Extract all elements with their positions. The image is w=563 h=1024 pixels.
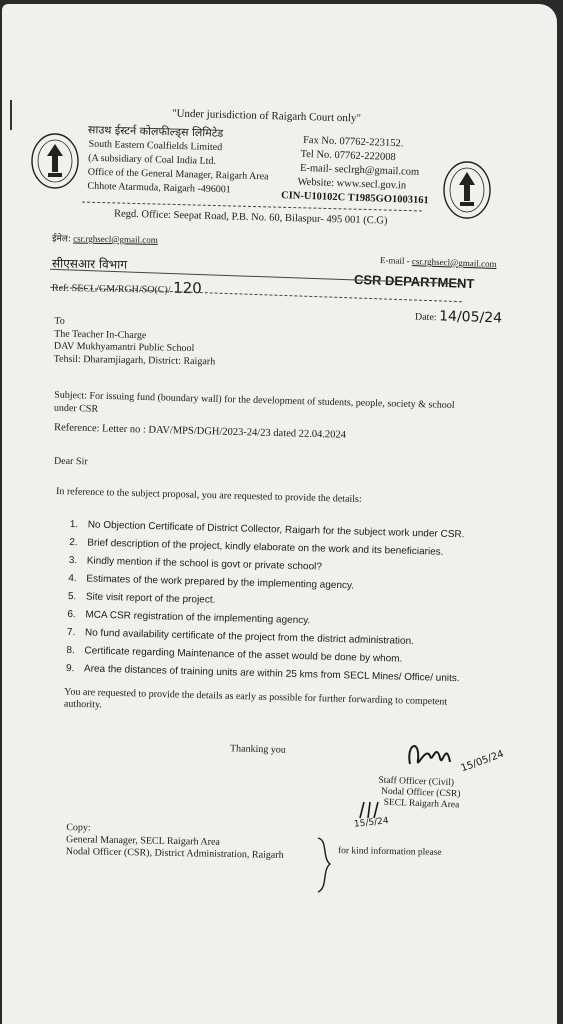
email-line: E-mail- seclrgh@gmail.com xyxy=(299,162,420,178)
initials-date: 15/5/24 xyxy=(353,816,390,830)
letterhead-right-block xyxy=(280,134,431,209)
list-item-number: 8. xyxy=(66,644,75,657)
list-item-number: 7. xyxy=(66,626,76,639)
list-item-text: No fund availability certificate of the project from the district administration. xyxy=(84,627,415,648)
company-name-hindi: साउथ ईस्टर्न कोलफील्ड्स लिमिटेड xyxy=(87,123,224,140)
fax-line: Fax No. 07762-223152. xyxy=(302,134,404,150)
intro-paragraph: In reference to the subject proposal, you are requested to provide the details: xyxy=(55,486,362,505)
salutation: Dear Sir xyxy=(53,455,88,468)
letter-date xyxy=(415,307,503,326)
email-left-label: ईमेल: xyxy=(51,234,72,245)
to-label: To xyxy=(54,315,65,327)
jurisdiction-note: "Under jurisdiction of Raigarh Court only" xyxy=(171,107,362,125)
copy-recipient-2: Nodal Officer (CSR), District Administration, Raigarh xyxy=(65,846,284,861)
list-item-text: Brief description of the project, kindly elaborate on the work and its beneficiaries. xyxy=(87,537,444,558)
address-line: Chhote Atarmuda, Raigarh -496001 xyxy=(87,180,231,196)
reference-line: Reference: Letter no : DAV/MPS/DGH/2023-24/23 dated 22.04.2024 xyxy=(53,422,347,441)
requirements-list xyxy=(66,516,465,688)
date-handwritten: 14/05/24 xyxy=(438,308,503,327)
signature-date: 15/05/24 xyxy=(459,748,506,775)
recipient-line-3: Tehsil: Dharamjiagarh, District: Raigarh xyxy=(53,353,216,367)
list-item-number: 5. xyxy=(67,590,77,603)
tel-line: Tel No. 07762-222008 xyxy=(300,148,396,164)
list-item-number: 2. xyxy=(69,536,78,549)
signatory-title-1: Staff Officer (Civil) xyxy=(378,775,455,789)
cin-line: CIN-U10102C T1985GO1003161 xyxy=(280,190,429,207)
list-item-text: MCA CSR registration of the implementing agency. xyxy=(85,609,311,627)
list-item-text: No Objection Certificate of District Collector, Raigarh for the subject work under CSR. xyxy=(87,519,465,541)
email-left-value: csr.rghsecl@gmail.com xyxy=(73,233,158,245)
ref-label: Ref: SECL/GM/RGH/SO(C)/ xyxy=(51,282,171,296)
recipient-line-1: The Teacher In-Charge xyxy=(54,328,147,341)
recipient-line-2: DAV Mukhyamantri Public School xyxy=(53,340,195,355)
margin-mark xyxy=(10,100,12,130)
list-item-number: 1. xyxy=(69,518,79,531)
copy-label: Copy: xyxy=(66,822,91,834)
office-line: Office of the General Manager, Raigarh Area xyxy=(87,166,269,183)
list-item-text: Site visit report of the project. xyxy=(85,591,216,606)
coal-india-logo-right xyxy=(442,160,492,220)
website-line: Website: www.secl.gov.in xyxy=(297,176,407,192)
email-right-value: csr.rghsecl@gmail.com xyxy=(411,256,497,270)
list-item-text: Area the distances of training units are within 25 kms from SECL Mines/ Office/ units. xyxy=(83,663,460,685)
thanks-line: Thanking you xyxy=(229,743,286,756)
letter-page xyxy=(2,4,557,1024)
recipient-block xyxy=(54,316,216,369)
closing-paragraph: You are requested to provide the details as early as possible for further forwarding to competent authority. xyxy=(63,686,448,711)
dept-email-right xyxy=(380,255,497,269)
list-item-text: Certificate regarding Maintenance of the asset would be done by whom. xyxy=(84,645,403,665)
subject-line: Subject: For issuing fund (boundary wall) for the development of students, people, society & school under CSR xyxy=(53,389,455,415)
copy-block xyxy=(66,822,284,862)
copy-note: for kind information please xyxy=(337,846,442,858)
dept-name: CSR DEPARTMENT xyxy=(353,271,475,292)
list-item-text: Estimates of the work prepared by the implementing agency. xyxy=(86,573,355,592)
coal-india-logo-left xyxy=(30,132,80,190)
brace-mark xyxy=(314,836,334,894)
list-item-number: 9. xyxy=(65,662,75,675)
signatory-block xyxy=(377,776,461,812)
list-item-number: 4. xyxy=(68,572,77,585)
date-label: Date: xyxy=(414,311,437,324)
dept-name-hindi: सीएसआर विभाग xyxy=(51,256,128,272)
list-item-number: 6. xyxy=(67,608,76,621)
subsidiary-line: (A subsidiary of Coal India Ltd. xyxy=(88,152,217,167)
signatory-title-2: Nodal Officer (CSR) xyxy=(380,786,461,800)
list-item-text: Kindly mention if the school is govt or private school? xyxy=(86,555,323,573)
ref-number-handwritten: 120 xyxy=(172,278,202,298)
email-right-label: E-mail - xyxy=(379,254,410,267)
company-name: South Eastern Coalfields Limited xyxy=(88,138,223,154)
regd-office-line: Regd. Office: Seepat Road, P.B. No. 60, Bilaspur- 495 001 (C.G) xyxy=(113,208,388,227)
letterhead-left-block xyxy=(87,138,269,199)
list-item-number: 3. xyxy=(68,554,78,567)
dept-email-left xyxy=(52,231,158,246)
copy-recipient-1: General Manager, SECL Raigarh Area xyxy=(65,834,221,848)
signatory-title-3: SECL Raigarh Area xyxy=(383,797,460,811)
